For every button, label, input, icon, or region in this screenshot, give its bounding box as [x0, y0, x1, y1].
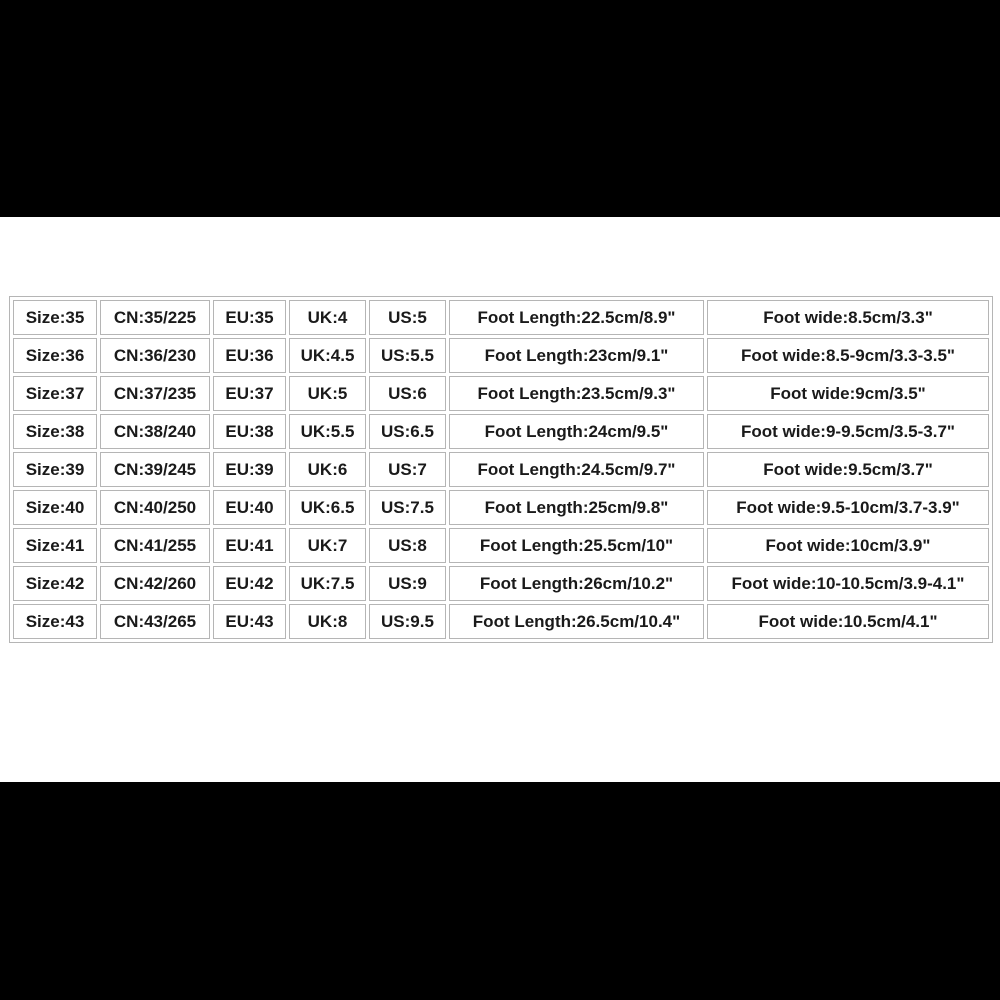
foot-width-cell: Foot wide:9.5cm/3.7" — [707, 452, 989, 487]
table-row — [13, 528, 989, 563]
table-row — [13, 452, 989, 487]
eu-size-cell: EU:42 — [213, 566, 286, 601]
table-row — [13, 300, 989, 335]
cn-size-cell: CN:42/260 — [100, 566, 210, 601]
foot-width-cell: Foot wide:9-9.5cm/3.5-3.7" — [707, 414, 989, 449]
us-size-cell: US:7 — [369, 452, 446, 487]
size-chart-table — [9, 296, 993, 643]
table-row — [13, 566, 989, 601]
uk-size-cell: UK:4 — [289, 300, 366, 335]
bottom-letterbox-bar — [0, 782, 1000, 1000]
foot-length-cell: Foot Length:24.5cm/9.7" — [449, 452, 704, 487]
uk-size-cell: UK:8 — [289, 604, 366, 639]
us-size-cell: US:9.5 — [369, 604, 446, 639]
eu-size-cell: EU:39 — [213, 452, 286, 487]
eu-size-cell: EU:37 — [213, 376, 286, 411]
cn-size-cell: CN:39/245 — [100, 452, 210, 487]
foot-length-cell: Foot Length:25.5cm/10" — [449, 528, 704, 563]
uk-size-cell: UK:5 — [289, 376, 366, 411]
size-cell: Size:35 — [13, 300, 97, 335]
foot-width-cell: Foot wide:10-10.5cm/3.9-4.1" — [707, 566, 989, 601]
eu-size-cell: EU:35 — [213, 300, 286, 335]
size-cell: Size:38 — [13, 414, 97, 449]
size-cell: Size:40 — [13, 490, 97, 525]
size-chart-panel — [0, 217, 1000, 782]
foot-length-cell: Foot Length:25cm/9.8" — [449, 490, 704, 525]
foot-width-cell: Foot wide:8.5-9cm/3.3-3.5" — [707, 338, 989, 373]
cn-size-cell: CN:43/265 — [100, 604, 210, 639]
cn-size-cell: CN:37/235 — [100, 376, 210, 411]
foot-length-cell: Foot Length:23.5cm/9.3" — [449, 376, 704, 411]
size-cell: Size:43 — [13, 604, 97, 639]
uk-size-cell: UK:7 — [289, 528, 366, 563]
foot-width-cell: Foot wide:9.5-10cm/3.7-3.9" — [707, 490, 989, 525]
us-size-cell: US:7.5 — [369, 490, 446, 525]
cn-size-cell: CN:40/250 — [100, 490, 210, 525]
foot-width-cell: Foot wide:10.5cm/4.1" — [707, 604, 989, 639]
uk-size-cell: UK:6.5 — [289, 490, 366, 525]
foot-width-cell: Foot wide:9cm/3.5" — [707, 376, 989, 411]
table-row — [13, 338, 989, 373]
eu-size-cell: EU:43 — [213, 604, 286, 639]
cn-size-cell: CN:38/240 — [100, 414, 210, 449]
eu-size-cell: EU:36 — [213, 338, 286, 373]
uk-size-cell: UK:7.5 — [289, 566, 366, 601]
table-row — [13, 604, 989, 639]
us-size-cell: US:5 — [369, 300, 446, 335]
us-size-cell: US:5.5 — [369, 338, 446, 373]
cn-size-cell: CN:35/225 — [100, 300, 210, 335]
size-cell: Size:41 — [13, 528, 97, 563]
table-row — [13, 414, 989, 449]
eu-size-cell: EU:40 — [213, 490, 286, 525]
foot-length-cell: Foot Length:26cm/10.2" — [449, 566, 704, 601]
foot-length-cell: Foot Length:23cm/9.1" — [449, 338, 704, 373]
us-size-cell: US:6 — [369, 376, 446, 411]
eu-size-cell: EU:38 — [213, 414, 286, 449]
cn-size-cell: CN:41/255 — [100, 528, 210, 563]
us-size-cell: US:9 — [369, 566, 446, 601]
top-letterbox-bar — [0, 0, 1000, 217]
us-size-cell: US:8 — [369, 528, 446, 563]
uk-size-cell: UK:5.5 — [289, 414, 366, 449]
size-cell: Size:36 — [13, 338, 97, 373]
size-cell: Size:39 — [13, 452, 97, 487]
size-cell: Size:37 — [13, 376, 97, 411]
uk-size-cell: UK:4.5 — [289, 338, 366, 373]
cn-size-cell: CN:36/230 — [100, 338, 210, 373]
uk-size-cell: UK:6 — [289, 452, 366, 487]
table-row — [13, 376, 989, 411]
foot-length-cell: Foot Length:22.5cm/8.9" — [449, 300, 704, 335]
size-cell: Size:42 — [13, 566, 97, 601]
foot-length-cell: Foot Length:26.5cm/10.4" — [449, 604, 704, 639]
foot-length-cell: Foot Length:24cm/9.5" — [449, 414, 704, 449]
us-size-cell: US:6.5 — [369, 414, 446, 449]
table-row — [13, 490, 989, 525]
eu-size-cell: EU:41 — [213, 528, 286, 563]
foot-width-cell: Foot wide:8.5cm/3.3" — [707, 300, 989, 335]
foot-width-cell: Foot wide:10cm/3.9" — [707, 528, 989, 563]
